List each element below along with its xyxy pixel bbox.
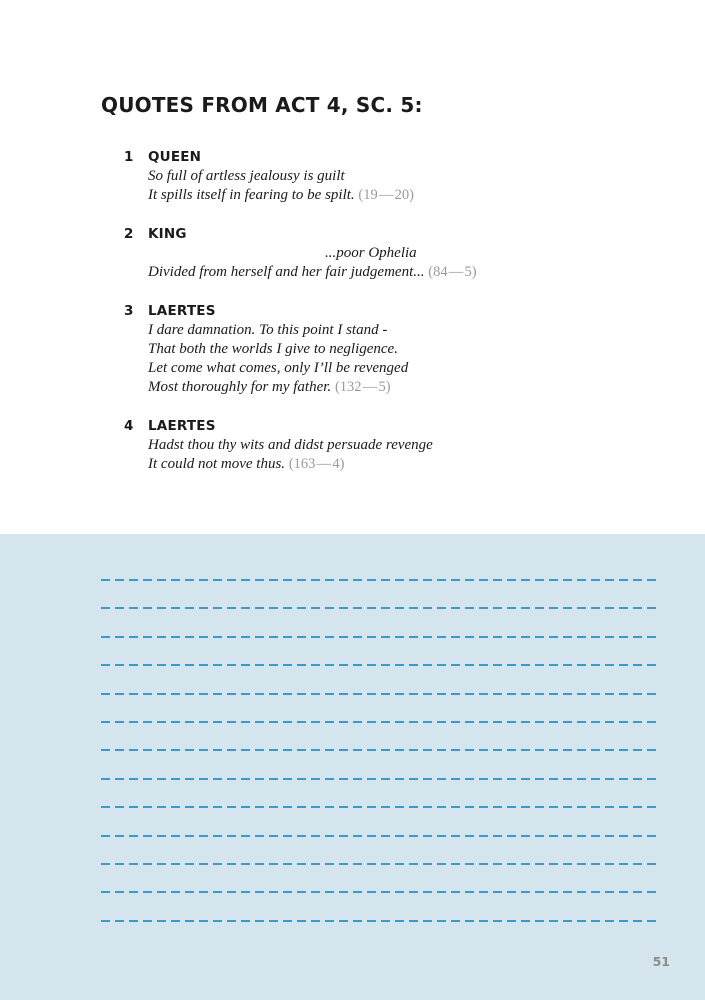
quote-number: 2 bbox=[124, 226, 134, 242]
quote-line-text: It could not move thus. bbox=[148, 456, 286, 472]
quote-number: 1 bbox=[124, 149, 134, 165]
quote-line-text: Most thoroughly for my father. bbox=[148, 379, 332, 395]
writing-line bbox=[101, 693, 658, 695]
quote-line bbox=[148, 378, 705, 397]
quote-line-text: It spills itself in fearing to be spilt. bbox=[148, 187, 355, 203]
quote-line bbox=[148, 455, 705, 474]
page-title: QUOTES FROM ACT 4, SC. 5: bbox=[101, 93, 423, 117]
quote-line: Hadst thou thy wits and didst persuade revenge bbox=[148, 437, 433, 453]
line-reference: (132 — 5) bbox=[334, 379, 391, 395]
line-reference: (84 — 5) bbox=[428, 264, 477, 280]
line-reference: (163 — 4) bbox=[288, 456, 345, 472]
quote-line: Let come what comes, only I’ll be revenged bbox=[148, 360, 409, 376]
writing-line bbox=[101, 863, 658, 865]
writing-line bbox=[101, 664, 658, 666]
writing-line bbox=[101, 891, 658, 893]
writing-line bbox=[101, 749, 658, 751]
speaker-name: QUEEN bbox=[148, 149, 202, 165]
notes-area[interactable] bbox=[0, 534, 705, 1000]
quote-item bbox=[0, 301, 705, 397]
quote-number: 4 bbox=[124, 418, 134, 434]
quote-line: ...poor Ophelia bbox=[325, 245, 417, 261]
speaker-name: KING bbox=[148, 226, 187, 242]
quote-line-text: Divided from herself and her fair judgement... bbox=[148, 264, 425, 280]
writing-line bbox=[101, 636, 658, 638]
writing-line bbox=[101, 920, 658, 922]
writing-line bbox=[101, 778, 658, 780]
quote-item bbox=[0, 224, 705, 282]
writing-line bbox=[101, 721, 658, 723]
quote-number: 3 bbox=[124, 303, 134, 319]
quote-line: So full of artless jealousy is guilt bbox=[148, 168, 345, 184]
quote-list bbox=[0, 147, 705, 493]
writing-line bbox=[101, 835, 658, 837]
writing-line bbox=[101, 806, 658, 808]
page-number: 51 bbox=[652, 954, 670, 969]
writing-line bbox=[101, 579, 658, 581]
line-reference: (19 — 20) bbox=[358, 187, 415, 203]
quote-item bbox=[0, 147, 705, 205]
writing-line bbox=[101, 607, 658, 609]
speaker-name: LAERTES bbox=[148, 418, 216, 434]
speaker-name: LAERTES bbox=[148, 303, 216, 319]
quote-line bbox=[148, 263, 705, 282]
quote-line bbox=[148, 186, 705, 205]
quote-item bbox=[0, 416, 705, 474]
quote-line: I dare damnation. To this point I stand - bbox=[148, 322, 388, 338]
quote-line: That both the worlds I give to negligence. bbox=[148, 341, 398, 357]
